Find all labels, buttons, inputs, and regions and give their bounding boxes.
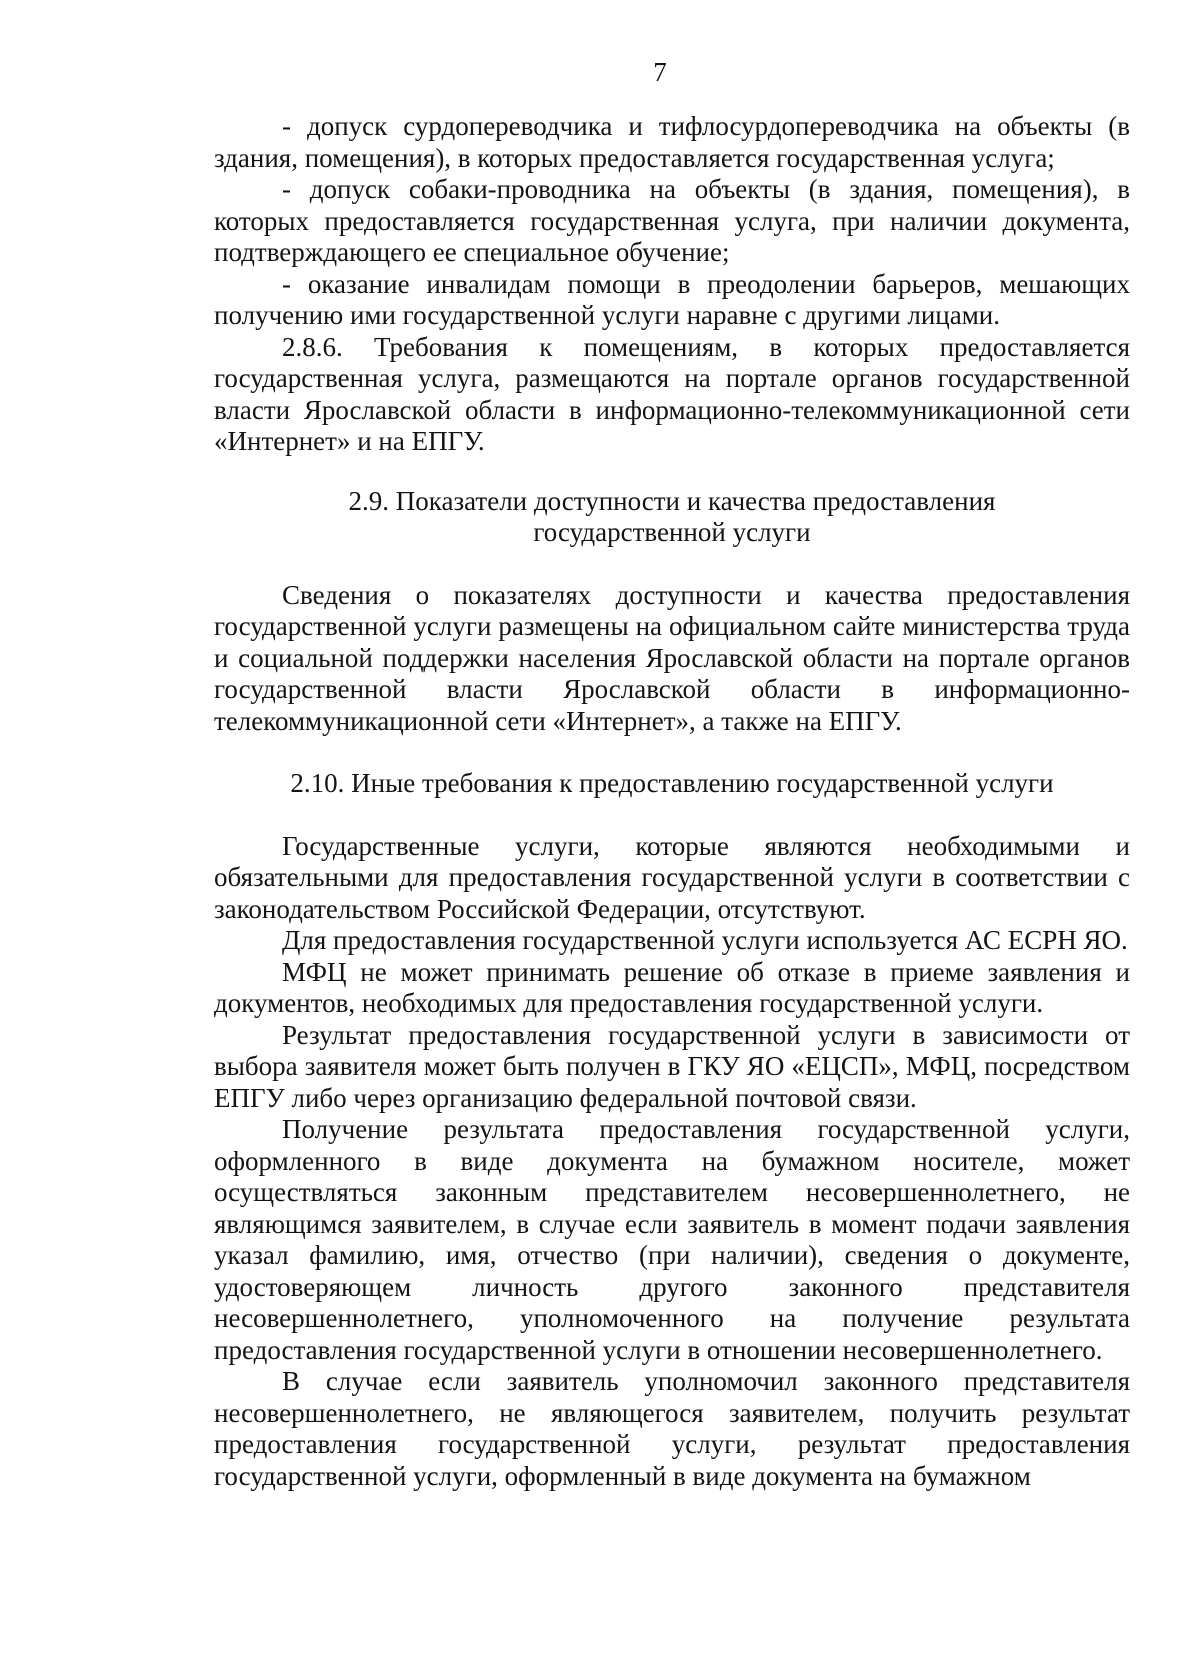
section-heading-2-10: 2.10. Иные требования к предоставлению государственной услуги [290, 768, 1054, 798]
document-body [214, 111, 1130, 1492]
paragraph-2-10-3: МФЦ не может принимать решение об отказе в приеме заявления и документов, необходимых для предоставления государственной услуги. [214, 956, 1130, 1018]
page-number: 7 [653, 57, 667, 87]
paragraph-2-10-1: Государственные услуги, которые являются необходимыми и обязательными для предоставления государственной услуги в соответствии с законодательством Российской Федерации, отсутствуют. [214, 830, 1130, 924]
paragraph-2-9-text: Сведения о показателях доступности и качества предоставления государственной услуги размещены на официальном сайте министерства труда и социальной поддержки населения Ярославской области на портале органов государственной власти Ярославской области в информационно-телекоммуникационной сети «Интернет», а также на ЕПГУ. [214, 579, 1130, 736]
section-2-9 [214, 486, 1130, 738]
paragraph-2-10-4: Результат предоставления государственной услуги в зависимости от выбора заявителя может быть получен в ГКУ ЯО «ЕЦСП», МФЦ, посредством ЕПГУ либо через организацию федеральной почтовой связи. [214, 1019, 1130, 1113]
section-heading-2-9-line2: государственной услуги [533, 517, 811, 547]
paragraph-2-10-6: В случае если заявитель уполномочил законного представителя несовершеннолетнего, не являющегося заявителем, получить результат предоставления государственной услуги, результат предоставления государственной услуги, оформленный в виде документа на бумажном [214, 1366, 1130, 1491]
section-heading-2-9-line1: 2.9. Показатели доступности и качества предоставления [348, 485, 996, 516]
paragraph-2-8-6: 2.8.6. Требования к помещениям, в которых предоставляется государственная услуга, размещаются на портале органов государственной власти Ярославской области в информационно-телекоммуникационной сети «Интернет» и на ЕПГУ. [214, 331, 1130, 456]
section-2-10 [214, 768, 1130, 1492]
paragraph-2-10-2: Для предоставления государственной услуги используется АС ЕСРН ЯО. [282, 925, 1128, 955]
paragraph-sign-language-interpreter: - допуск сурдопереводчика и тифлосурдопереводчика на объекты (в здания, помещения), в которых предоставляется государственная услуга; [214, 111, 1130, 173]
paragraph-2-10-5: Получение результата предоставления государственной услуги, оформленного в виде документа на бумажном носителе, может осуществляться законным представителем несовершеннолетнего, не являющимся заявителем, в случае если заявитель в момент подачи заявления указал фамилию, имя, отчество (при наличии), сведения о документе, удостоверяющем личность другого законного представителя несовершеннолетнего, уполномоченного на получение результата предоставления государственной услуги в отношении несовершеннолетнего. [214, 1114, 1130, 1365]
paragraph-assistance-disabled: - оказание инвалидам помощи в преодолении барьеров, мешающих получению ими государственной услуги наравне с другими лицами. [214, 268, 1130, 330]
paragraph-guide-dog: - допуск собаки-проводника на объекты (в здания, помещения), в которых предоставляется государственная услуга, при наличии документа, подтверждающего ее специальное обучение; [214, 174, 1130, 267]
